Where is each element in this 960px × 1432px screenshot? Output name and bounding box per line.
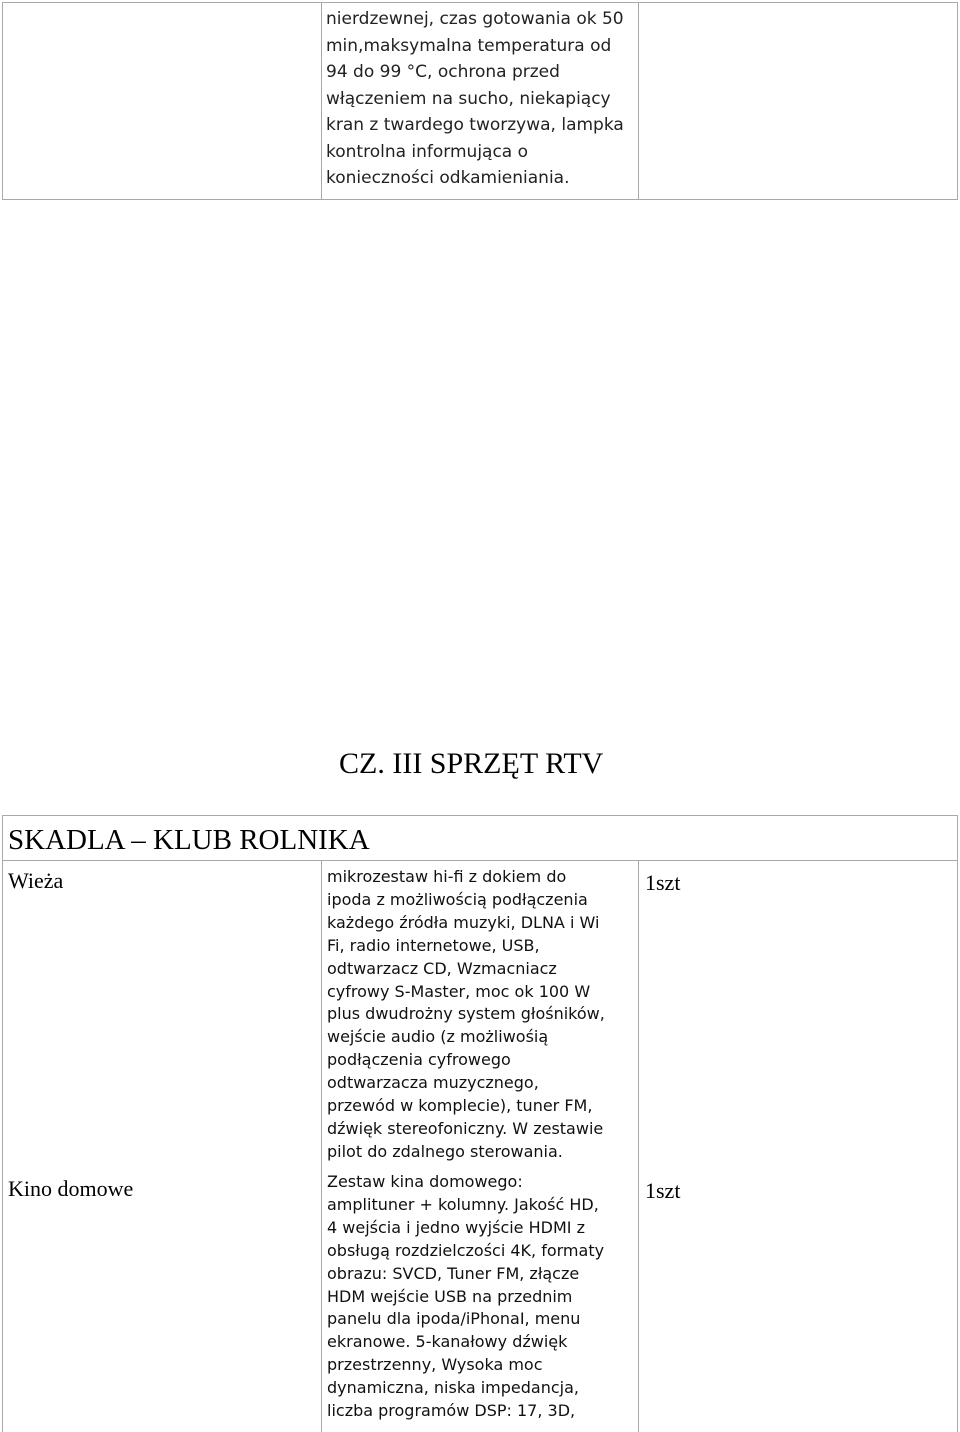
column-divider: [638, 860, 639, 1432]
description-line: Zestaw kina domowego:: [327, 1172, 523, 1191]
table-heading: SKADLA – KLUB ROLNIKA: [8, 824, 370, 856]
description-line: 94 do 99 °C, ochrona przed: [326, 62, 560, 82]
description-line: min,maksymalna temperatura od: [326, 35, 612, 56]
description-line: obsługą rozdzielczości 4K, formaty: [327, 1240, 605, 1260]
description-line: mikrozestaw hi-fi z dokiem do: [327, 867, 567, 886]
description-line: plus dwudrożny system głośników,: [327, 1004, 605, 1024]
description-line: przestrzenny, Wysoka moc: [327, 1355, 543, 1375]
description-line: HDM wejście USB na przednim: [327, 1286, 573, 1306]
description-line: liczba programów DSP: 17, 3D,: [327, 1401, 576, 1421]
description-line: podłączenia cyfrowego: [327, 1050, 511, 1070]
item-quantity-kino-domowe: 1szt: [645, 1178, 681, 1203]
description-line: 4 wejścia i jedno wyjście HDMI z: [327, 1217, 585, 1237]
column-divider: [638, 3, 639, 199]
description-line: wejście audio (z możliwośią: [327, 1027, 549, 1047]
column-divider: [321, 860, 322, 1432]
description-line: cyfrowy S-Master, moc ok 100 W: [327, 981, 591, 1001]
description-line: obrazu: SVCD, Tuner FM, złącze: [327, 1263, 580, 1283]
description-line: amplituner + kolumny. Jakość HD,: [327, 1194, 599, 1214]
description-line: kran z twardego tworzywa, lampka: [326, 115, 624, 135]
description-line: nierdzewnej, czas gotowania ok 50: [326, 9, 624, 29]
description-line: ipoda z możliwością podłączenia: [327, 889, 588, 909]
description-line: dźwięk stereofoniczny. W zestawie: [327, 1118, 604, 1138]
header-divider: [3, 860, 957, 861]
description-line: dynamiczna, niska impedancja,: [327, 1378, 579, 1398]
description-line: Fi, radio internetowe, USB,: [327, 935, 540, 955]
item-name-wieza: Wieża: [8, 868, 64, 893]
item-name-kino-domowe: Kino domowe: [8, 1176, 134, 1201]
description-line: panelu dla ipoda/iPhonaI, menu: [327, 1309, 581, 1329]
description-line: włączeniem na sucho, niekapiący: [326, 88, 611, 109]
item-description-kino-domowe: [327, 1171, 631, 1423]
item-description-wieza: [327, 866, 631, 1164]
description-line: odtwarzacza muzycznego,: [327, 1073, 539, 1093]
description-line: odtwarzacz CD, Wzmacniacz: [327, 958, 557, 978]
description-line: każdego źródła muzyki, DLNA i Wi: [327, 912, 600, 932]
description-line: pilot do zdalnego sterowania.: [327, 1141, 563, 1161]
column-divider: [321, 3, 322, 199]
previous-item-description: [326, 6, 630, 192]
section-title: CZ. III SPRZĘT RTV: [339, 747, 604, 780]
description-line: konieczności odkamieniania.: [326, 168, 570, 188]
item-quantity-wieza: 1szt: [645, 870, 681, 895]
description-line: kontrolna informująca o: [326, 141, 529, 162]
description-line: ekranowe. 5-kanałowy dźwięk: [327, 1332, 568, 1352]
description-line: przewód w komplecie), tuner FM,: [327, 1096, 593, 1116]
